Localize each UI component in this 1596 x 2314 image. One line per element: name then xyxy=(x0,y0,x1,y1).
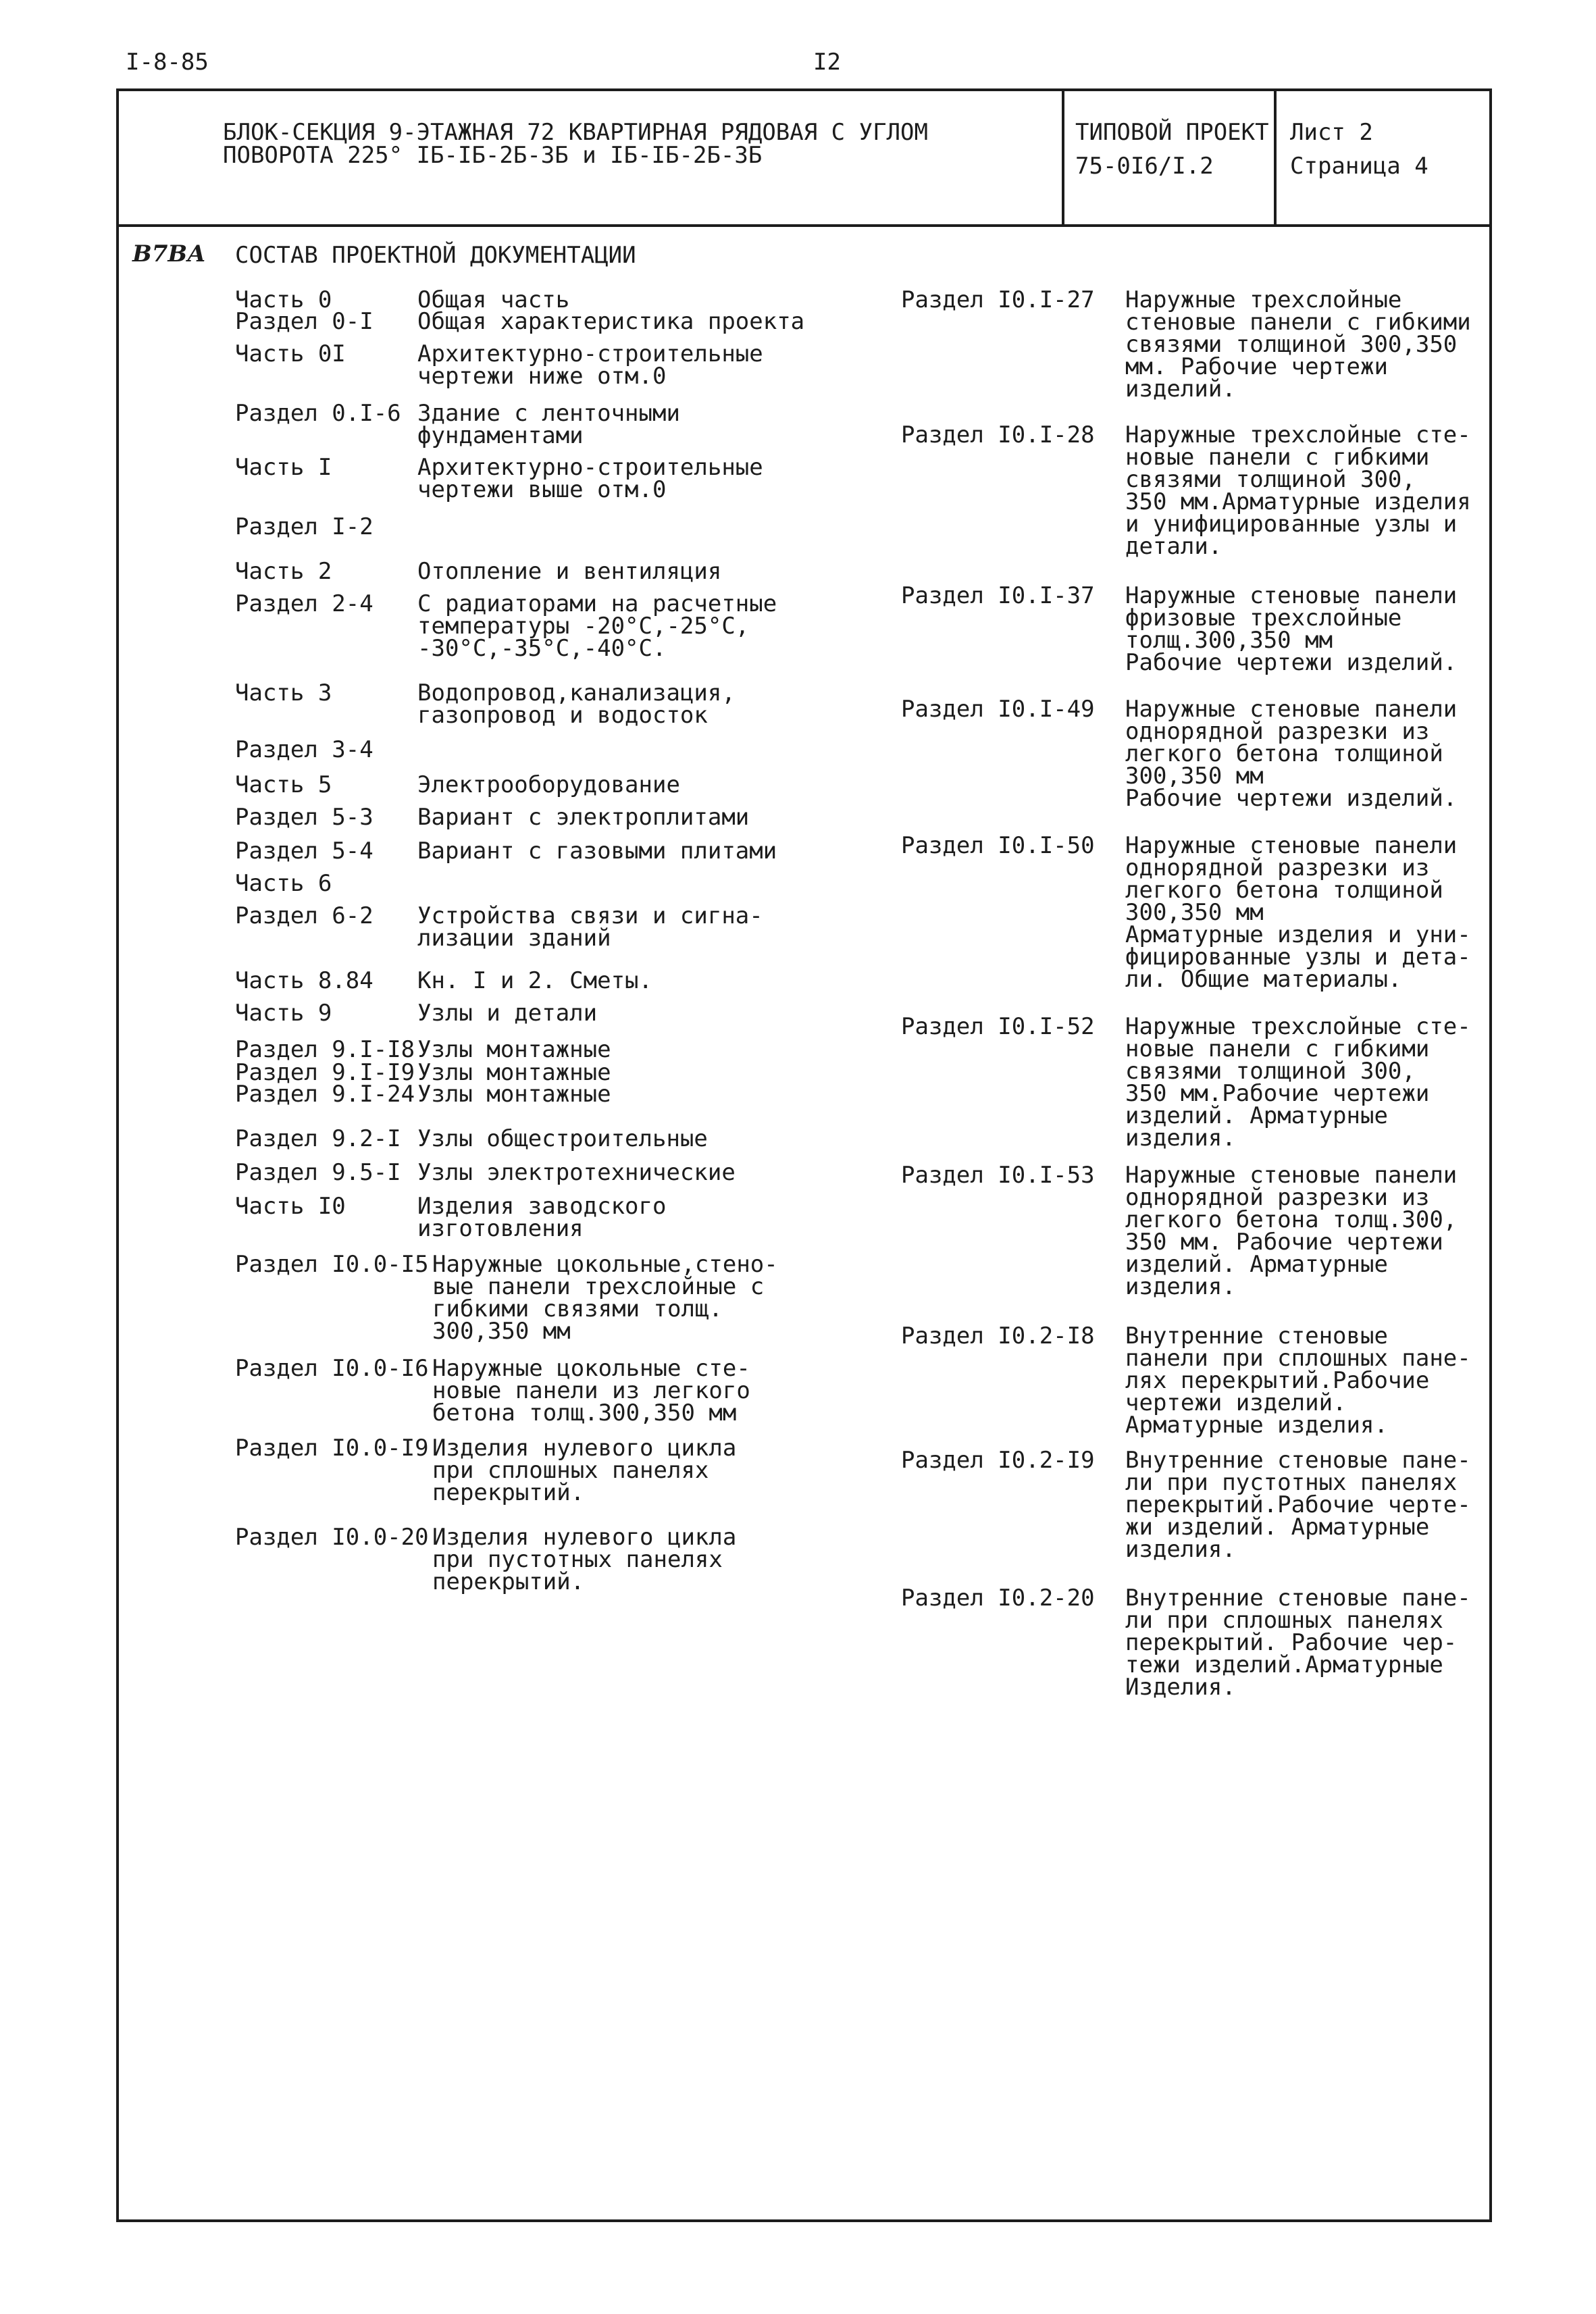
item-code: Раздел 9.I-I8 xyxy=(235,1036,415,1063)
title-line-1: БЛОК-СЕКЦИЯ 9-ЭТАЖНАЯ 72 КВАРТИРНАЯ РЯДОВАЯ С УГЛОМ xyxy=(223,119,928,146)
item-code: Раздел 5-3 xyxy=(235,804,374,831)
item-code: Раздел 6-2 xyxy=(235,902,374,929)
item-description: Наружные трехслойные сте- новые панели с гибкими связями толщиной 300, 350 мм.Рабочие чертежи изделий. Арматурные изделия. xyxy=(1125,1013,1471,1152)
item-description: Вариант с электроплитами xyxy=(417,804,750,831)
page-number: I2 xyxy=(813,49,841,76)
item-description: Узлы монтажные xyxy=(417,1036,611,1063)
item-description: Изделия нулевого цикла при сплошных панелях перекрытий. xyxy=(432,1435,737,1506)
item-description: С радиаторами на расчетные температуры -20°С,-25°С, -30°С,-35°С,-40°С. xyxy=(417,590,777,662)
item-code: Часть I xyxy=(235,454,332,481)
item-code: Раздел I0.I-52 xyxy=(901,1013,1095,1040)
item-code: Часть 9 xyxy=(235,1000,332,1027)
item-code: Раздел I0.0-I6 xyxy=(235,1355,429,1382)
item-description: Устройства связи и сигна- лизации зданий xyxy=(417,902,763,952)
item-code: Раздел I0.I-28 xyxy=(901,421,1095,448)
item-description: Узлы и детали xyxy=(417,1000,598,1027)
document-code: I-8-85 xyxy=(126,49,209,76)
item-code: Раздел 0.I-6 xyxy=(235,400,401,427)
item-description: Узлы электротехнические xyxy=(417,1159,736,1186)
item-code: Раздел 3-4 xyxy=(235,736,374,763)
item-description: Кн. I и 2. Сметы. xyxy=(417,967,652,994)
project-number: 75-0I6/I.2 xyxy=(1075,153,1214,180)
item-description: Наружные стеновые панели однорядной разрезки из легкого бетона толщиной 300,350 мм Арматурные изделия и уни- фицированные узлы и дета- ли. Общие материалы. xyxy=(1125,832,1471,993)
item-code: Раздел I0.I-37 xyxy=(901,582,1095,609)
item-description: Архитектурно-строительные чертежи выше отм.0 xyxy=(417,454,763,503)
item-description: Изделия нулевого цикла при пустотных панелях перекрытий. xyxy=(432,1524,737,1595)
item-description: Водопровод,канализация, газопровод и водосток xyxy=(417,679,736,729)
item-description: Отопление и вентиляция xyxy=(417,558,722,585)
item-description: Здание с ленточными фундаментами xyxy=(417,400,680,449)
item-code: Раздел I0.I-49 xyxy=(901,696,1095,723)
item-description: Вариант с газовыми плитами xyxy=(417,838,777,865)
item-code: Часть 2 xyxy=(235,558,332,585)
item-description: Общая характеристика проекта xyxy=(417,308,805,335)
item-code: Часть 0I xyxy=(235,340,346,367)
item-description: Узлы монтажные xyxy=(417,1059,611,1086)
item-description: Архитектурно-строительные чертежи ниже отм.0 xyxy=(417,340,763,390)
item-description: Наружные стеновые панели фризовые трехслойные толщ.300,350 мм Рабочие чертежи изделий. xyxy=(1125,582,1458,676)
item-description: Внутренние стеновые пане- ли при пустотных панелях перекрытий.Рабочие черте- жи изделий. Арматурные изделия. xyxy=(1125,1447,1471,1563)
title-block-separator xyxy=(1062,88,1064,227)
item-description: Внутренние стеновые пане- ли при сплошных панелях перекрытий. Рабочие чер- тежи изделий.Арматурные Изделия. xyxy=(1125,1585,1471,1701)
item-description: Узлы общестроительные xyxy=(417,1125,708,1152)
item-code: Раздел 9.5-I xyxy=(235,1159,401,1186)
page-label: Страница 4 xyxy=(1290,153,1428,180)
item-code: Раздел 9.2-I xyxy=(235,1125,401,1152)
item-code: Раздел 9.I-24 xyxy=(235,1081,415,1108)
item-code: Раздел 5-4 xyxy=(235,838,374,865)
inventory-stamp: В7ВА xyxy=(132,240,206,267)
item-description: Наружные трехслойные стеновые панели с гибкими связями толщиной 300,350 мм. Рабочие чертежи изделий. xyxy=(1125,286,1471,403)
title-block-divider xyxy=(116,224,1492,227)
item-description: Наружные стеновые панели однорядной разрезки из легкого бетона толщ.300, 350 мм. Рабочие чертежи изделий. Арматурные изделия. xyxy=(1125,1162,1458,1300)
project-label: ТИПОВОЙ ПРОЕКТ xyxy=(1075,119,1269,146)
item-description: Общая часть xyxy=(417,286,570,313)
title-block-separator xyxy=(1274,88,1277,227)
item-code: Раздел I0.I-50 xyxy=(901,832,1095,859)
item-code: Раздел I0.2-I8 xyxy=(901,1322,1095,1349)
item-code: Часть 5 xyxy=(235,771,332,798)
item-code: Раздел I0.I-27 xyxy=(901,286,1095,313)
item-code: Раздел I-2 xyxy=(235,513,374,540)
item-code: Часть 8.84 xyxy=(235,967,374,994)
item-code: Раздел I0.I-53 xyxy=(901,1162,1095,1189)
item-code: Раздел 9.I-I9 xyxy=(235,1059,415,1086)
item-code: Часть 3 xyxy=(235,679,332,706)
sheet-label: Лист 2 xyxy=(1290,119,1373,146)
item-description: Наружные стеновые панели однорядной разрезки из легкого бетона толщиной 300,350 мм Рабочие чертежи изделий. xyxy=(1125,696,1458,812)
item-code: Раздел 0-I xyxy=(235,308,374,335)
item-description: Внутренние стеновые панели при сплошных пане- лях перекрытий.Рабочие чертежи изделий. Арматурные изделия. xyxy=(1125,1322,1471,1439)
item-code: Раздел I0.0-I9 xyxy=(235,1435,429,1462)
item-code: Часть 6 xyxy=(235,870,332,897)
item-code: Раздел 2-4 xyxy=(235,590,374,617)
section-heading: СОСТАВ ПРОЕКТНОЙ ДОКУМЕНТАЦИИ xyxy=(235,242,636,269)
item-description: Наружные цокольные сте- новые панели из легкого бетона толщ.300,350 мм xyxy=(432,1355,750,1426)
item-description: Изделия заводского изготовления xyxy=(417,1193,667,1242)
title-line-2: ПОВОРОТА 225° IБ-IБ-2Б-3Б и IБ-IБ-2Б-3Б xyxy=(223,142,763,169)
item-code: Раздел I0.2-I9 xyxy=(901,1447,1095,1474)
item-description: Наружные цокольные,стено- вые панели трехслойные с гибкими связями толщ. 300,350 мм xyxy=(432,1251,778,1345)
item-code: Часть 0 xyxy=(235,286,332,313)
item-description: Электрооборудование xyxy=(417,771,680,798)
item-description: Наружные трехслойные сте- новые панели с гибкими связями толщиной 300, 350 мм.Арматурные изделия и унифицированные узлы и детали. xyxy=(1125,421,1471,560)
item-code: Раздел I0.0-I5 xyxy=(235,1251,429,1278)
item-code: Часть I0 xyxy=(235,1193,346,1220)
item-description: Узлы монтажные xyxy=(417,1081,611,1108)
item-code: Раздел I0.0-20 xyxy=(235,1524,429,1551)
item-code: Раздел I0.2-20 xyxy=(901,1585,1095,1612)
